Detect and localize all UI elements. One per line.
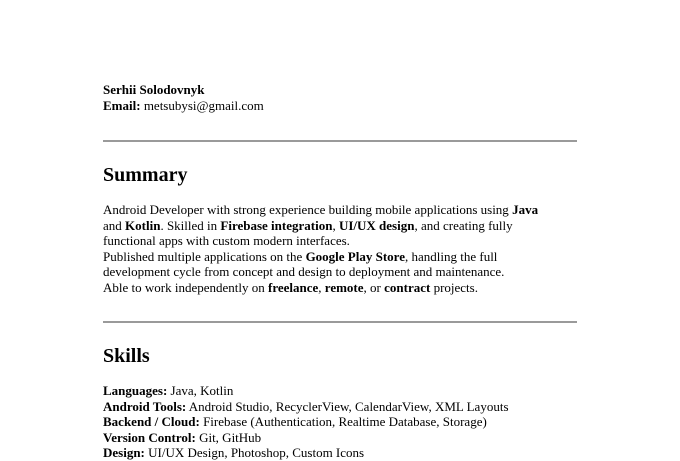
summary-text: Able to work independently on: [103, 279, 268, 295]
summary-emphasis: contract: [384, 279, 431, 295]
summary-text: , or: [363, 279, 385, 295]
summary-emphasis: freelance: [268, 279, 319, 295]
skills-heading: Skills: [103, 345, 150, 367]
summary-heading: Summary: [103, 164, 188, 186]
summary-paragraph: [103, 202, 577, 296]
summary-line: [103, 218, 577, 234]
skill-label: Version Control:: [103, 429, 196, 445]
skill-value: Git, GitHub: [195, 429, 262, 445]
summary-text: functional apps with custom modern interfaces.: [103, 233, 350, 249]
summary-text: and: [103, 217, 126, 233]
skill-label: Languages:: [103, 383, 168, 398]
skill-value: Firebase (Authentication, Realtime Database, Storage): [199, 414, 487, 430]
skill-row: [103, 414, 509, 430]
summary-line: [103, 280, 577, 296]
summary-emphasis: UI/UX design: [338, 217, 415, 233]
skill-label: Design:: [103, 445, 145, 461]
summary-line: [103, 249, 577, 265]
summary-emphasis: Firebase integration: [220, 217, 333, 233]
skill-label: Backend / Cloud:: [103, 414, 200, 430]
summary-emphasis: Kotlin: [125, 217, 161, 233]
summary-text: projects.: [430, 279, 478, 295]
email-label: Email:: [103, 98, 141, 113]
skill-value: Android Studio, RecyclerView, CalendarView, XML Layouts: [186, 398, 509, 414]
skill-row: [103, 430, 509, 446]
summary-line: [103, 233, 577, 249]
summary-emphasis: Google Play Store: [305, 248, 405, 264]
contact-header: [103, 82, 264, 114]
summary-text: . Skilled in: [160, 217, 221, 233]
skill-value: Java, Kotlin: [167, 383, 234, 398]
summary-text: Android Developer with strong experience building mobile applications using: [103, 202, 513, 217]
skill-value: UI/UX Design, Photoshop, Custom Icons: [144, 445, 365, 461]
summary-emphasis: Java: [512, 202, 539, 217]
summary-text: ,: [332, 217, 339, 233]
summary-text: , handling the full: [404, 248, 498, 264]
section-divider: [103, 321, 577, 323]
section-divider: [103, 140, 577, 142]
skill-label: Android Tools:: [103, 398, 187, 414]
summary-emphasis: remote: [324, 279, 364, 295]
summary-text: , and creating fully: [414, 217, 513, 233]
summary-line: [103, 264, 577, 280]
summary-text: Published multiple applications on the: [103, 248, 306, 264]
email-line: [103, 98, 264, 114]
candidate-name: Serhii Solodovnyk: [103, 82, 205, 97]
summary-line: [103, 202, 577, 218]
skill-row: [103, 399, 509, 415]
email-value[interactable]: metsubysi@gmail.com: [143, 98, 264, 113]
summary-text: development cycle from concept and design to deployment and maintenance.: [103, 264, 505, 280]
skill-row: [103, 383, 509, 399]
skills-list: [103, 383, 509, 461]
summary-text: ,: [318, 279, 325, 295]
